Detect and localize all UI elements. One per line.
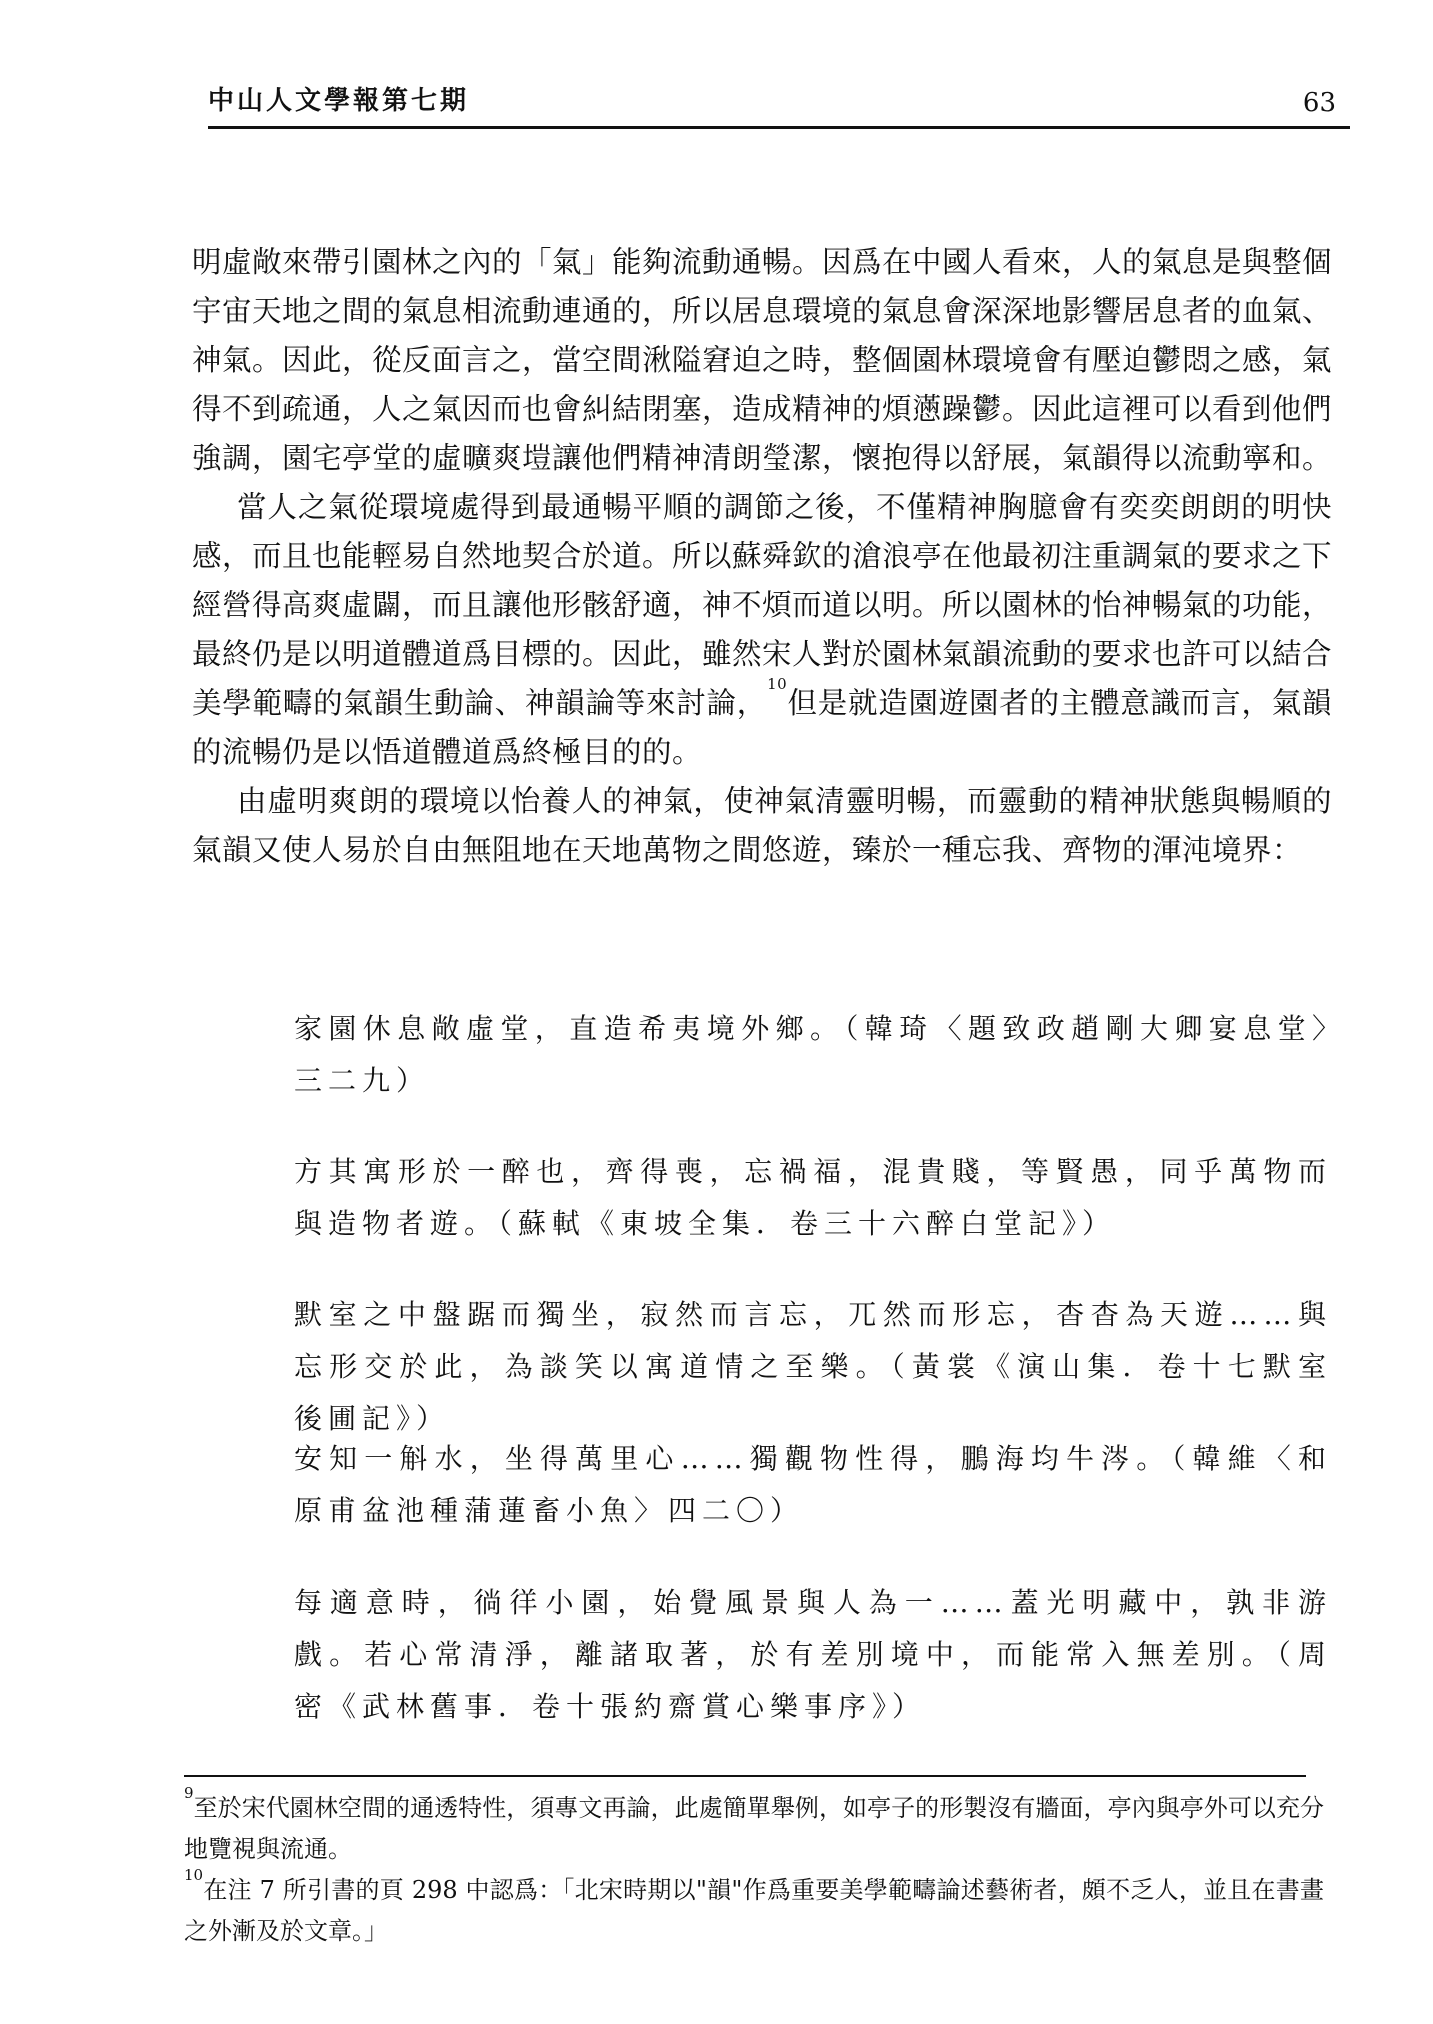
paragraph-2: [192, 483, 1332, 777]
journal-title: 中山人文學報第七期: [208, 86, 470, 116]
footnote-rule: [184, 1775, 1306, 1777]
paragraph-3: 由虛明爽朗的環境以怡養人的神氣，使神氣清靈明暢，而靈動的精神狀態與暢順的氣韻又使人易於自由無阻地在天地萬物之間悠遊，臻於一種忘我、齊物的渾沌境界：: [192, 784, 1332, 867]
footnote-10-marker: 10: [184, 1866, 204, 1884]
body-text: [192, 238, 1332, 875]
footnote-10-text: 在注 7 所引書的頁 298 中認爲：「北宋時期以"韻"作爲重要美學範疇論述藝術者，頗不乏人，並且在書畫之外漸及於文章。」: [184, 1876, 1324, 1945]
paragraph-2-part-b: 但是就造園遊園者的主體意識而言，氣韻的流暢仍是以悟道體道爲終極目的的。: [192, 686, 1332, 769]
quote-2: 方其寓形於一醉也，齊得喪，忘禍福，混貴賤，等賢愚，同乎萬物而與造物者遊。（蘇軾《東坡全集．卷三十六醉白堂記》）: [294, 1155, 1332, 1240]
quote-5: 每適意時，徜徉小園，始覺風景與人為一……蓋光明藏中，孰非游戲。若心常清淨，離諸取著，於有差別境中，而能常入無差別。（周密《武林舊事．卷十張約齋賞心樂事序》）: [294, 1586, 1332, 1723]
running-header: [208, 80, 1348, 130]
quote-3: 默室之中盤踞而獨坐，寂然而言忘，兀然而形忘，杳杳為天遊……與忘形交於此，為談笑以寓道情之至樂。（黃裳《演山集．卷十七默室後圃記》）: [294, 1298, 1332, 1435]
paragraph-2-part-a: 當人之氣從環境處得到最通暢平順的調節之後，不僅精神胸臆會有奕奕朗朗的明快感，而且也能輕易自然地契合於道。所以蘇舜欽的滄浪亭在他最初注重調氣的要求之下經營得高爽虛闢，而且讓他形骸舒適，神不煩而道以明。所以園林的怡神暢氣的功能，最終仍是以明道體道爲目標的。因此，雖然宋人對於園林氣韻流動的要求也許可以結合美學範疇的氣韻生動論、神韻論等來討論，: [192, 490, 1333, 720]
quote-1: 家園休息敞虛堂，直造希夷境外鄉。（韓琦〈題致政趙剛大卿宴息堂〉三二九）: [294, 1012, 1332, 1097]
page-number: 63: [1302, 88, 1336, 118]
paragraph-1: 明虛敞來帶引園林之內的「氣」能夠流動通暢。因爲在中國人看來，人的氣息是與整個宇宙天地之間的氣息相流動連通的，所以居息環境的氣息會深深地影響居息者的血氣、神氣。因此，從反面言之，當空間湫隘窘迫之時，整個園林環境會有壓迫鬱悶之感，氣得不到疏通，人之氣因而也會糾結閉塞，造成精神的煩懣躁鬱。因此這裡可以看到他們強調，園宅亭堂的虛曠爽塏讓他們精神清朗瑩潔，懷抱得以舒展，氣韻得以流動寧和。: [192, 245, 1333, 475]
footnote-9: [184, 1784, 1324, 1870]
header-rule: [208, 126, 1350, 129]
footnote-9-marker: 9: [184, 1784, 194, 1802]
footnote-ref-10: 10: [767, 675, 788, 693]
footnotes: [184, 1784, 1324, 1952]
footnote-9-text: 至於宋代園林空間的通透特性，須專文再論，此處簡單舉例，如亭子的形製沒有牆面，亭內與亭外可以充分地覽視與流通。: [184, 1794, 1324, 1863]
quote-4: 安知一斛水，坐得萬里心……獨觀物性得，鵬海均牛涔。（韓維〈和原甫盆池種蒲蓮畜小魚〉四二〇）: [294, 1442, 1332, 1527]
footnote-10: [184, 1866, 1324, 1952]
